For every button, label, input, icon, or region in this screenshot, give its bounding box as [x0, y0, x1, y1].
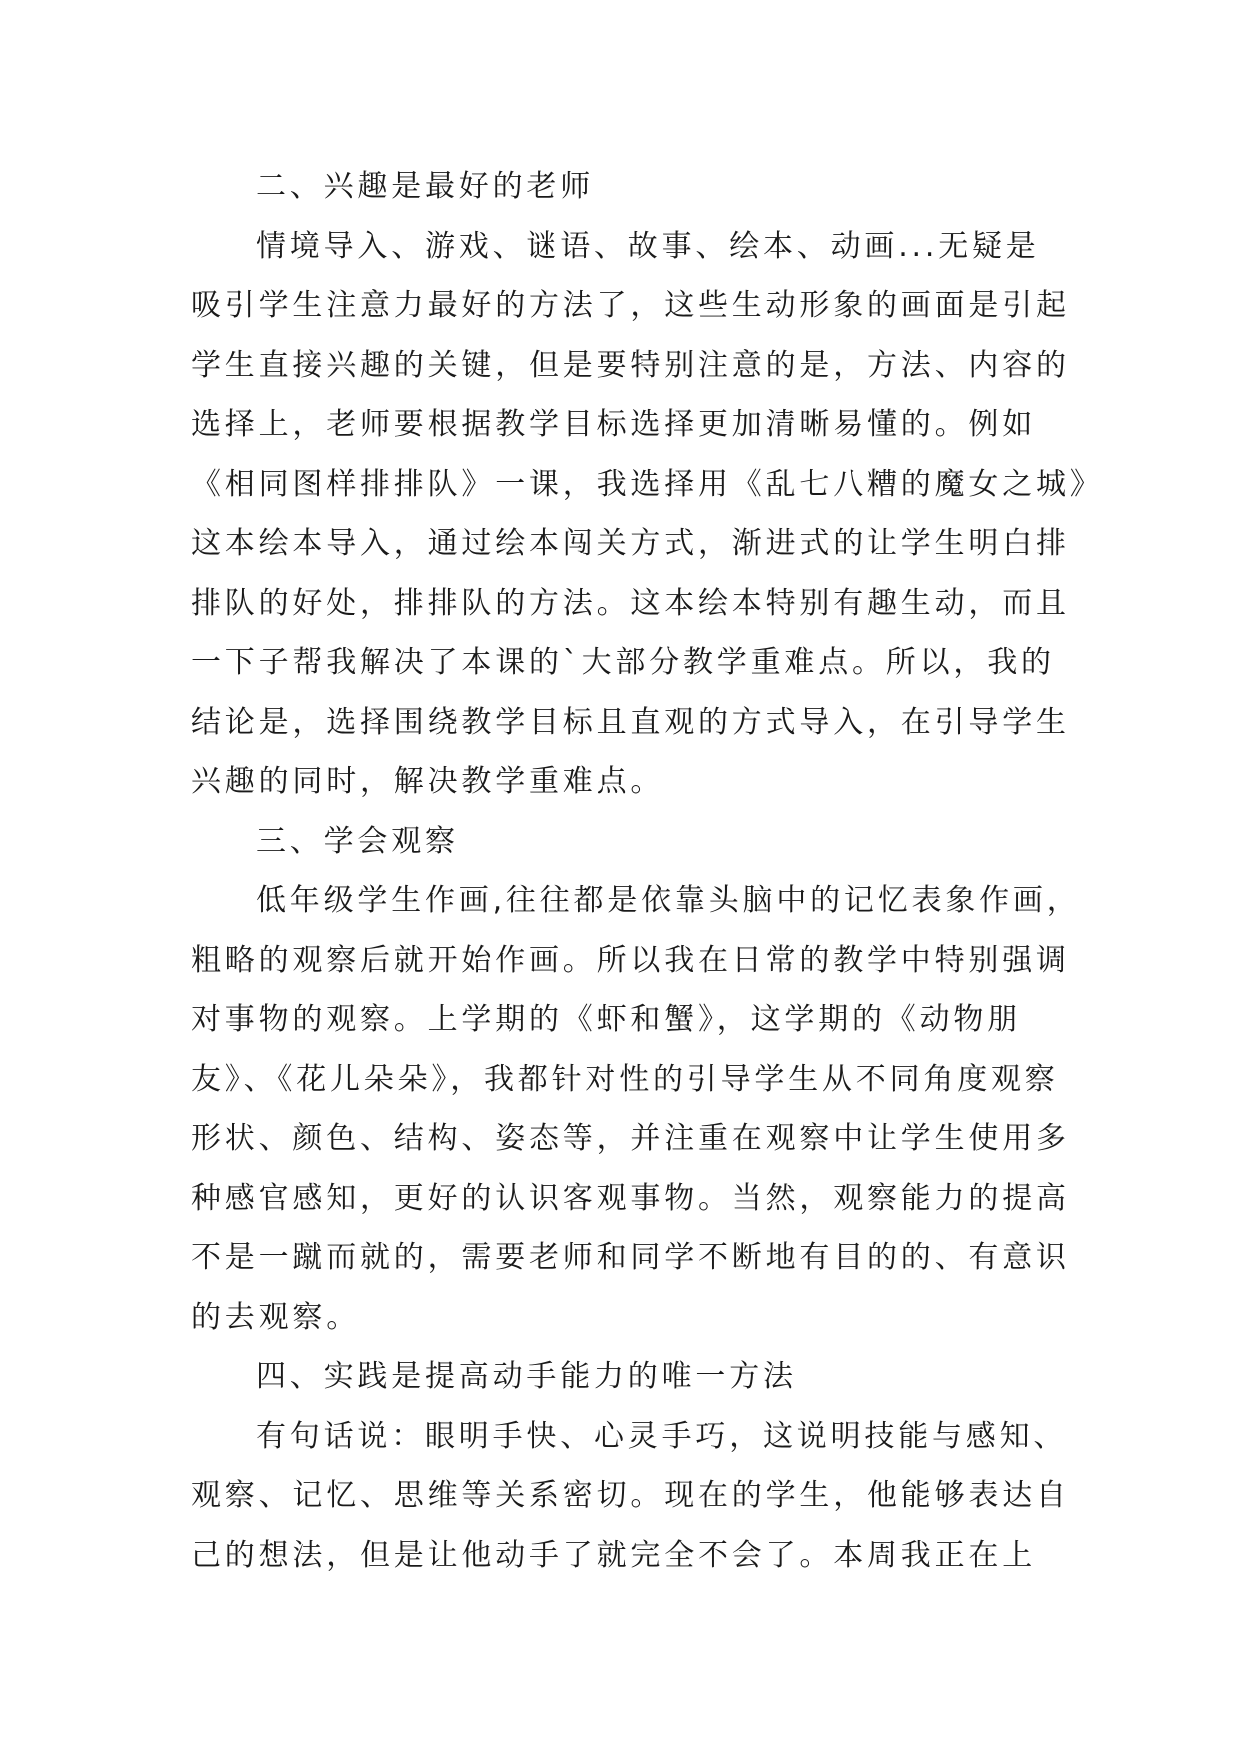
paragraph-line: 有句话说：眼明手快、心灵手巧，这说明技能与感知、 — [256, 1418, 1068, 1454]
paragraph-line: 结论是，选择围绕教学目标且直观的方式导入，在引导学生 — [191, 704, 1070, 740]
section-heading-observation: 三、学会观察 — [256, 823, 459, 859]
paragraph-line: 观察、记忆、思维等关系密切。现在的学生，他能够表达自 — [191, 1478, 1070, 1513]
paragraph-line: 不是一蹴而就的，需要老师和同学不断地有目的的、有意识 — [191, 1240, 1070, 1275]
paragraph-line: 种感官感知，更好的认识客观事物。当然，观察能力的提高 — [191, 1180, 1070, 1216]
paragraph-line: 排队的好处，排排队的方法。这本绘本特别有趣生动，而且 — [191, 585, 1070, 621]
paragraph-line: 学生直接兴趣的关键，但是要特别注意的是，方法、内容的 — [191, 347, 1070, 383]
paragraph-line: 友》、《花儿朵朵》，我都针对性的引导学生从不同角度观察 — [191, 1061, 1059, 1097]
paragraph-line: 这本绘本导入，通过绘本闯关方式，渐进式的让学生明白排 — [191, 526, 1070, 561]
paragraph-line: 选择上，老师要根据教学目标选择更加清晰易懂的。例如 — [191, 407, 1036, 442]
paragraph-line: 形状、颜色、结构、姿态等，并注重在观察中让学生使用多 — [191, 1121, 1070, 1156]
paragraph-line: 己的想法，但是让他动手了就完全不会了。本周我正在上 — [191, 1537, 1036, 1573]
paragraph-line: 兴趣的同时，解决教学重难点。 — [191, 764, 665, 799]
document-body — [191, 157, 1104, 1585]
paragraph-line: 《相同图样排排队》一课，我选择用《乱七八糟的魔女之城》 — [191, 466, 1104, 502]
paragraph-line: 情境导入、游戏、谜语、故事、绘本、动画...无疑是 — [256, 228, 1040, 264]
paragraph-line: 对事物的观察。上学期的《虾和蟹》，这学期的《动物朋 — [191, 1002, 1021, 1037]
paragraph-line: 吸引学生注意力最好的方法了，这些生动形象的画面是引起 — [191, 288, 1070, 323]
paragraph-line: 一下子帮我解决了本课的`大部分教学重难点。所以，我的 — [191, 645, 1055, 680]
paragraph-line: 低年级学生作画,往往都是依靠头脑中的记忆表象作画， — [256, 883, 1081, 918]
paragraph-line: 粗略的观察后就开始作画。所以我在日常的教学中特别强调 — [191, 942, 1070, 978]
section-heading-practice: 四、实践是提高动手能力的唯一方法 — [256, 1359, 797, 1394]
section-heading-interest: 二、兴趣是最好的老师 — [256, 169, 594, 204]
paragraph-line: 的去观察。 — [191, 1299, 360, 1335]
